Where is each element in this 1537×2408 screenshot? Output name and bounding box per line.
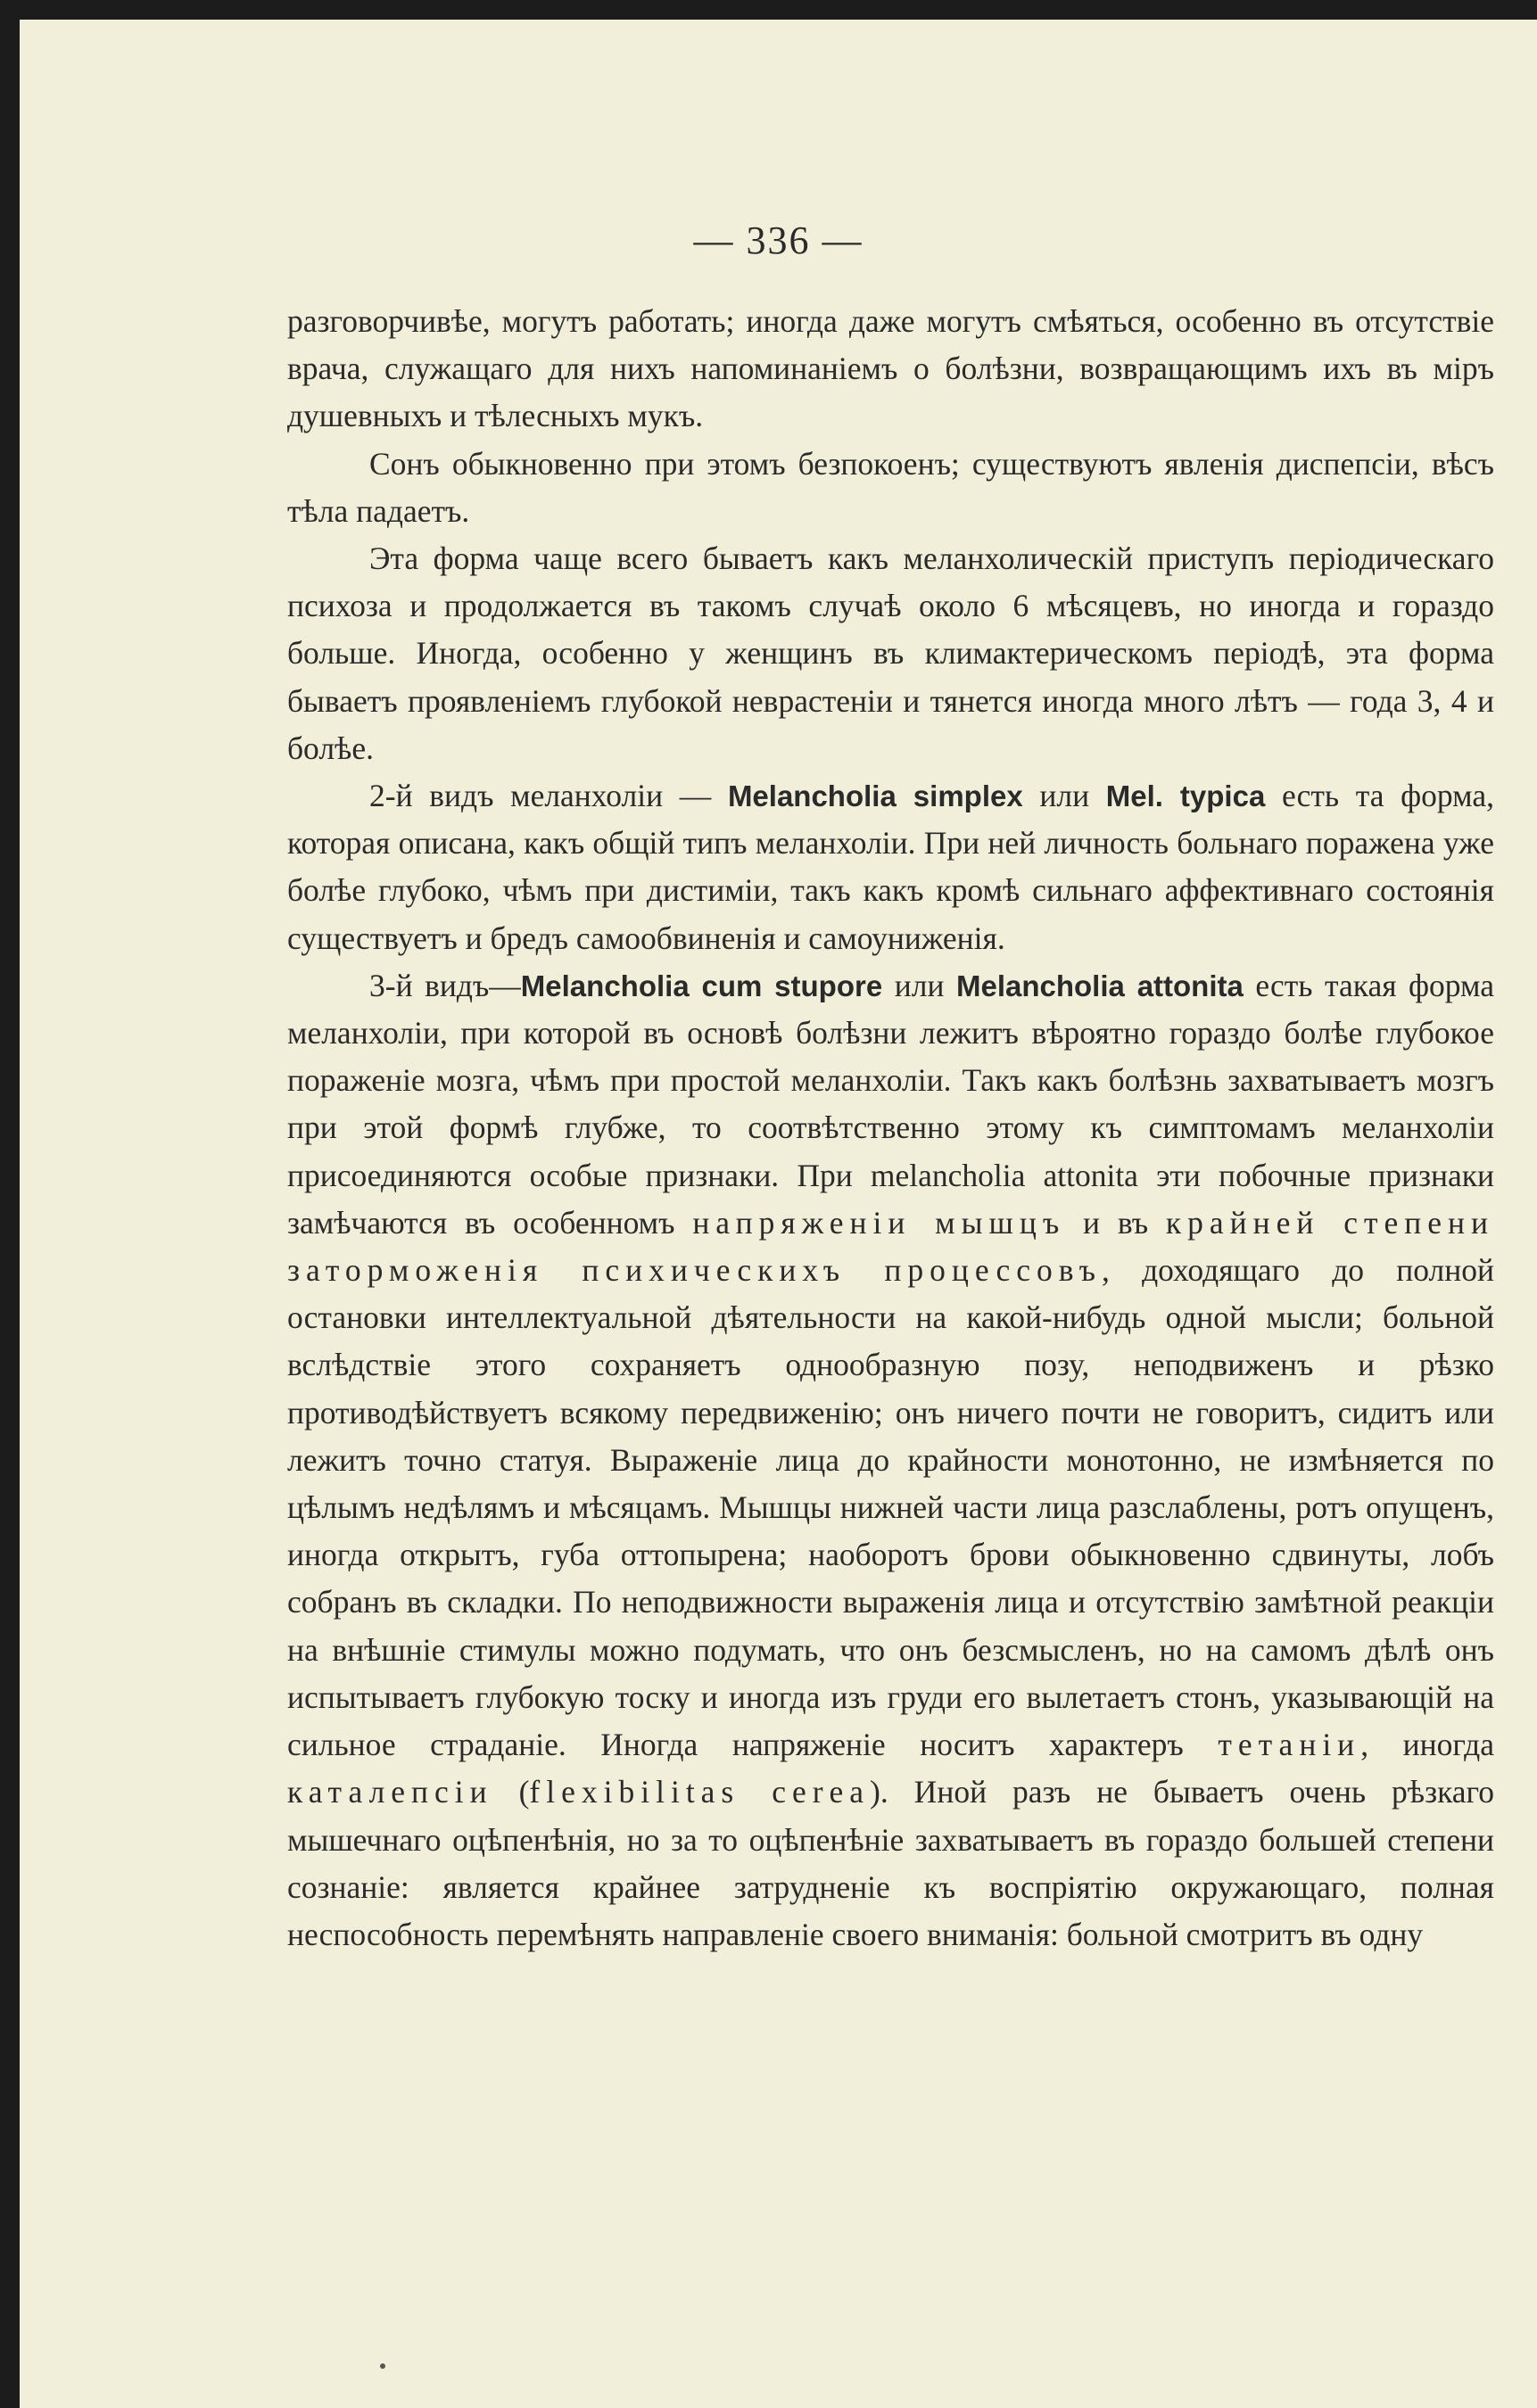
ink-speck — [380, 2363, 385, 2369]
spaced-emphasis: каталепсіи — [287, 1774, 493, 1810]
latin-term: Mel. typica — [1105, 779, 1266, 813]
text-run: есть такая форма меланхоліи, при которой въ основѣ болѣзни лежитъ вѣроятно гораздо болѣе глубокое пораженіе мозга, чѣмъ при простой меланхоліи. Такъ какъ болѣзнь захватываетъ мозгъ при этой формѣ глубже, то соотвѣтственно этому къ симптомамъ меланхоліи присоединяются особые признаки. При melancholia attonita эти побочные признаки замѣчаются въ особенномъ — [287, 967, 1495, 1241]
text-run: ). Иной разъ не бываетъ очень рѣзкаго мышечнаго оцѣпенѣнія, но за то оцѣпенѣніе захватываетъ въ гораздо большей степени сознаніе: является крайнее затрудненіе къ воспріятію окружающаго, полная неспособность перемѣнять направленіе своего вниманія: больной смотритъ въ одну — [287, 1774, 1494, 1952]
text-run: есть та форма, которая описана, какъ общій типъ меланхоліи. При ней личность больнаго поражена уже болѣе глубоко, чѣмъ при дистиміи, такъ какъ кромѣ сильнаго аффективнаго состоянія существуетъ и бредъ самообвиненія и самоуниженія. — [287, 778, 1494, 956]
paragraph — [287, 962, 1494, 1959]
latin-term: Melancholia attonita — [955, 969, 1244, 1002]
text-run: 3-й видъ— — [369, 967, 521, 1003]
page-number: — 336 — — [693, 219, 864, 262]
text-run: и въ — [1065, 1204, 1166, 1241]
paragraph — [287, 535, 1494, 772]
text-run: Эта форма чаще всего бываетъ какъ меланхолическій приступъ періодическаго психоза и продолжается въ такомъ случаѣ около 6 мѣсяцевъ, но иногда и гораздо больше. Иногда, особенно у женщинъ въ климактерическомъ періодѣ, эта форма бываетъ проявленіемъ глубокой неврастеніи и тянется иногда много лѣтъ — года 3, 4 и болѣе. — [287, 540, 1494, 766]
text-run: , доходящаго до полной остановки интеллектуальной дѣятельности на какой-нибудь одной мысли; больной вслѣдствіе этого сохраняетъ однообразную позу, неподвиженъ и рѣзко противодѣйствуетъ всякому передвиженію; онъ ничего почти не говоритъ, сидитъ или лежитъ точно статуя. Выраженіе лица до крайности монотонно, не измѣняется по цѣлымъ недѣлямъ и мѣсяцамъ. Мышцы нижней части лица разслаблены, ротъ опущенъ, иногда открытъ, губа оттопырена; наоборотъ брови обыкновенно сдвинуты, лобъ собранъ въ складки. По неподвижности выраженія лица и отсутствію замѣтной реакціи на внѣшніе стимулы можно подумать, что онъ безсмысленъ, но на самомъ дѣлѣ онъ испытываетъ глубокую тоску и иногда изъ груди его вылетаетъ стонъ, указывающій на сильное страданіе. Иногда напряженіе носитъ характеръ — [287, 1252, 1494, 1763]
text-run: или — [1022, 778, 1106, 814]
spaced-emphasis: напряженіи мышцъ — [692, 1204, 1066, 1241]
latin-term: Melancholia cum stupore — [520, 969, 883, 1002]
spaced-emphasis: тетаніи — [1218, 1727, 1361, 1763]
spaced-emphasis: flexibilitas cerea — [529, 1774, 871, 1810]
text-run: или — [882, 967, 956, 1003]
latin-term: Melancholia simplex — [727, 779, 1023, 813]
text-run: ( — [492, 1774, 530, 1810]
spaced-emphasis: крайней степени заторможенія психическихъ процессовъ — [287, 1204, 1494, 1289]
book-page — [20, 20, 1537, 2408]
paragraph — [287, 441, 1494, 535]
text-run: 2-й видъ меланхоліи — — [369, 778, 728, 814]
text-run: , иногда — [1360, 1727, 1494, 1763]
paragraph — [287, 772, 1494, 962]
paragraph — [287, 298, 1494, 441]
text-run: Сонъ обыкновенно при этомъ безпокоенъ; существуютъ явленія диспепсіи, вѣсъ тѣла падаетъ. — [287, 445, 1494, 529]
text-run: разговорчивѣе, могутъ работать; иногда даже могутъ смѣяться, особенно въ отсутствіе врача, служащаго для нихъ напоминаніемъ о болѣзни, возвращающимъ ихъ въ міръ душевныхъ и тѣлесныхъ мукъ. — [287, 303, 1494, 434]
body-text — [287, 298, 1494, 1959]
